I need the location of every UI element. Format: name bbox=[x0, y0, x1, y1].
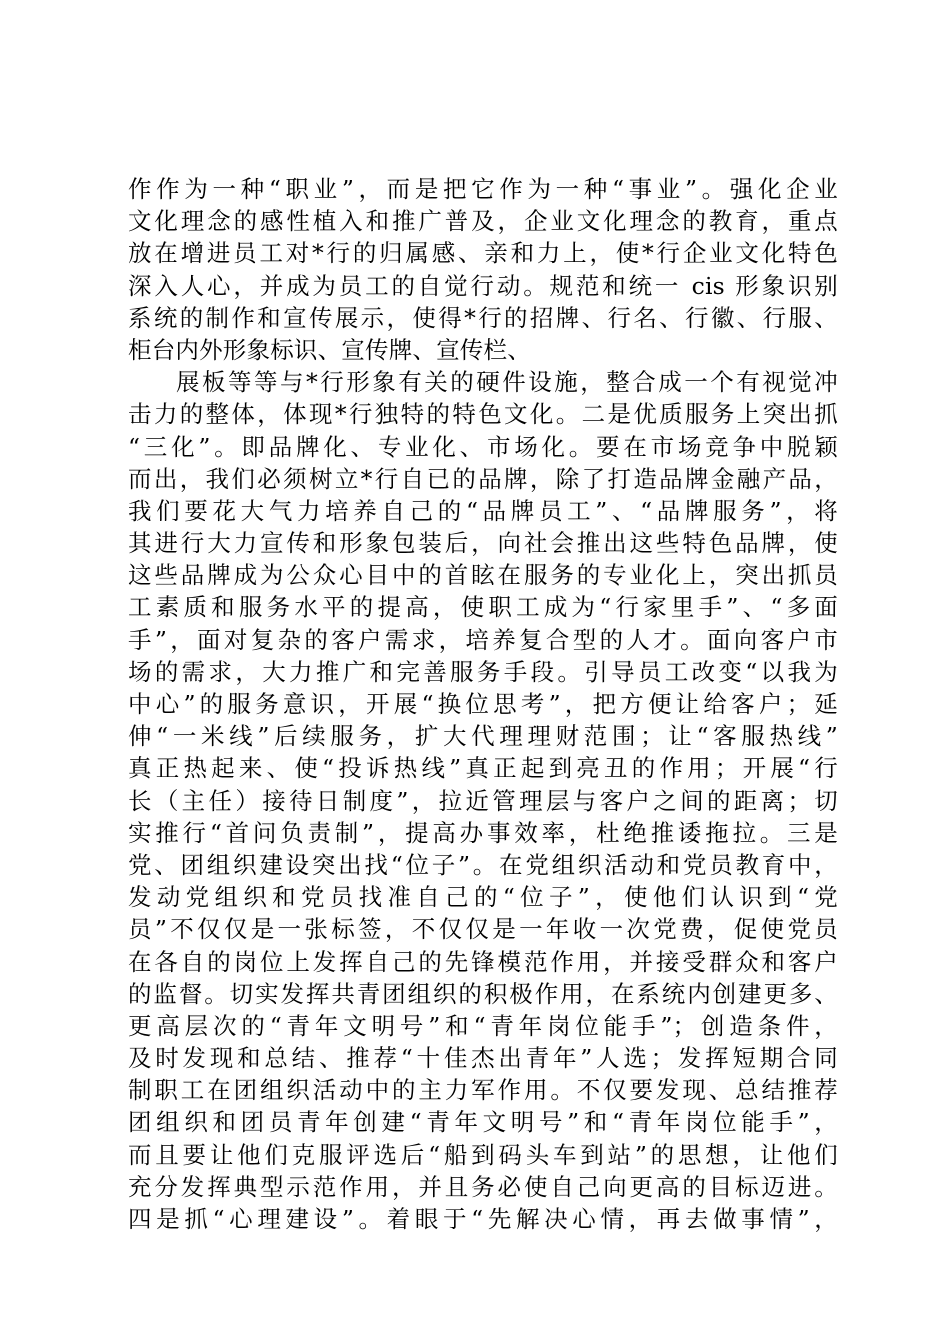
paragraph-1 bbox=[128, 173, 838, 366]
text-line: 而出，我们必须树立*行自已的品牌，除了打造品牌金融产品， bbox=[128, 464, 838, 493]
text-line: 在各自的岗位上发挥自己的先锋模范作用，并接受群众和客户 bbox=[128, 947, 838, 976]
text-line: “三化”。即品牌化、专业化、市场化。要在市场竞争中脱颖 bbox=[128, 432, 838, 461]
text-line: 场的需求，大力推广和完善服务手段。引导员工改变“以我为 bbox=[128, 657, 838, 686]
text-line: 深入人心，并成为员工的自觉行动。规范和统一 cis 形象识别 bbox=[128, 271, 838, 300]
text-line: 系统的制作和宣传展示，使得*行的招牌、行名、行徽、行服、 bbox=[128, 303, 838, 332]
text-line: 柜台内外形象标识、宣传牌、宣传栏、 bbox=[128, 335, 531, 364]
text-line: 充分发挥典型示范作用，并且务必使自己向更高的目标迈进。 bbox=[128, 1172, 838, 1201]
text-line: 四是抓“心理建设”。着眼于“先解决心情，再去做事情”， bbox=[128, 1205, 838, 1233]
text-line: 真正热起来、使“投诉热线”真正起到亮丑的作用；开展“行 bbox=[128, 754, 838, 783]
text-line: 员”不仅仅是一张标签，不仅仅是一年收一次党费，促使党员 bbox=[128, 915, 838, 944]
text-line: 这些品牌成为公众心目中的首眩在服务的专业化上，突出抓员 bbox=[128, 561, 838, 590]
text-line: 及时发现和总结、推荐“十佳杰出青年”人选；发挥短期合同 bbox=[128, 1044, 838, 1073]
text-line: 团组织和团员青年创建“青年文明号”和“青年岗位能手”， bbox=[128, 1108, 838, 1137]
text-line: 长（主任）接待日制度”，拉近管理层与客户之间的距离；切 bbox=[128, 786, 838, 815]
text-line: 展板等等与*行形象有关的硬件设施，整合成一个有视觉冲 bbox=[176, 368, 838, 397]
text-line: 作作为一种“职业”，而是把它作为一种“事业”。强化企业 bbox=[128, 175, 838, 203]
document-page bbox=[128, 173, 838, 1235]
text-line: 的监督。切实发挥共青团组织的积极作用，在系统内创建更多、 bbox=[128, 979, 838, 1008]
text-line: 更高层次的“青年文明号”和“青年岗位能手”；创造条件， bbox=[128, 1011, 838, 1040]
text-line: 实推行“首问负责制”，提高办事效率，杜绝推诿拖拉。三是 bbox=[128, 818, 838, 847]
text-line: 我们要花大气力培养自己的“品牌员工”、“品牌服务”，将 bbox=[128, 496, 838, 525]
text-line: 手”，面对复杂的客户需求，培养复合型的人才。面向客户市 bbox=[128, 625, 838, 654]
text-line: 而且要让他们克服评选后“船到码头车到站”的思想，让他们 bbox=[128, 1140, 838, 1169]
text-line: 击力的整体，体现*行独特的特色文化。二是优质服务上突出抓 bbox=[128, 400, 838, 429]
text-line: 文化理念的感性植入和推广普及，企业文化理念的教育，重点 bbox=[128, 207, 838, 236]
paragraph-2 bbox=[128, 366, 838, 1235]
text-line: 伸“一米线”后续服务，扩大代理理财范围；让“客服热线” bbox=[128, 722, 838, 751]
text-line: 发动党组织和党员找准自己的“位子”，使他们认识到“党 bbox=[128, 883, 838, 912]
text-line: 放在增进员工对*行的归属感、亲和力上，使*行企业文化特色 bbox=[128, 239, 838, 268]
text-line: 中心”的服务意识，开展“换位思考”，把方便让给客户；延 bbox=[128, 690, 838, 718]
text-line: 其进行大力宣传和形象包装后，向社会推出这些特色品牌，使 bbox=[128, 529, 838, 558]
text-line: 制职工在团组织活动中的主力军作用。不仅要发现、总结推荐 bbox=[128, 1076, 838, 1105]
text-line: 工素质和服务水平的提高，使职工成为“行家里手”、“多面 bbox=[128, 593, 838, 622]
text-line: 党、团组织建设突出找“位子”。在党组织活动和党员教育中， bbox=[128, 850, 838, 879]
